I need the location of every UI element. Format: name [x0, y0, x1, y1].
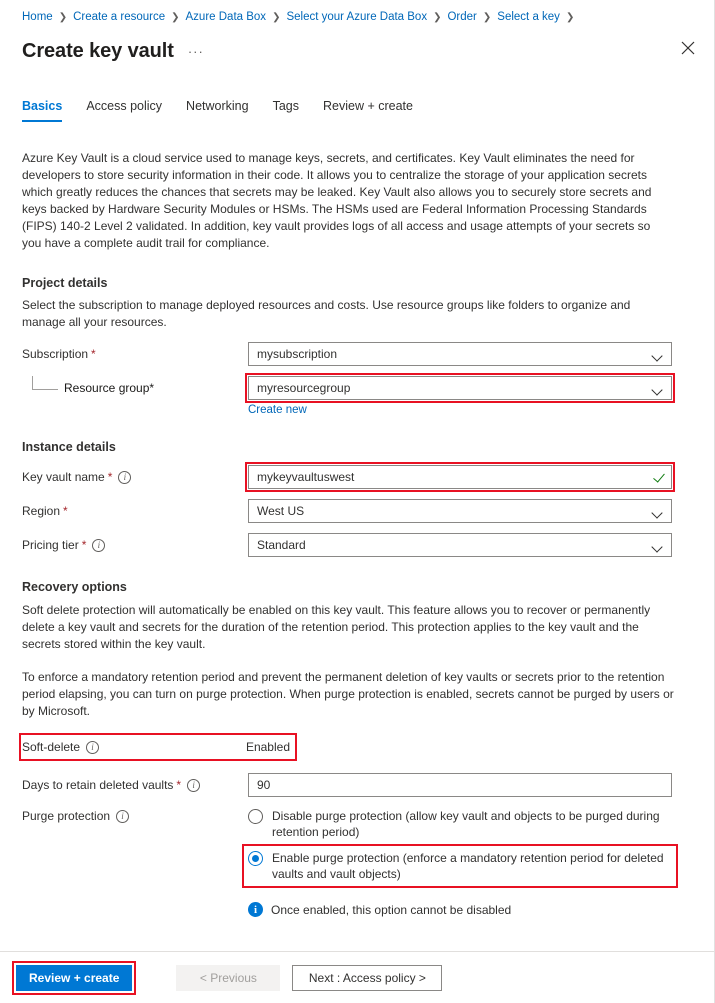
section-project-details-description: Select the subscription to manage deployed resources and costs. Use resource groups like folders to organize and manage all your resources.	[22, 298, 631, 329]
close-icon[interactable]	[674, 34, 702, 62]
key-vault-name-label	[22, 470, 248, 484]
purge-protection-note	[248, 902, 692, 917]
purge-protection-note-text: Once enabled, this option cannot be disabled	[271, 902, 512, 917]
subscription-label	[22, 347, 248, 361]
region-label-text: Region	[22, 504, 61, 518]
radio-disable-purge-protection[interactable]	[248, 808, 672, 840]
tab-review-create[interactable]: Review + create	[322, 99, 413, 113]
section-instance-details-heading: Instance details	[22, 440, 116, 454]
review-create-highlight	[16, 965, 132, 991]
region-value: West US	[257, 504, 305, 518]
region-label	[22, 504, 248, 518]
subscription-label-text: Subscription	[22, 347, 89, 361]
resource-group-required-marker: *	[149, 381, 155, 395]
breadcrumb-separator-icon: ❯	[482, 11, 492, 23]
days-to-retain-value: 90	[257, 778, 271, 792]
breadcrumb-item-select-your-azure-data-box[interactable]: Select your Azure Data Box	[286, 11, 428, 23]
radio-button-selected-icon[interactable]	[248, 851, 263, 866]
purge-protection-options	[248, 808, 672, 882]
key-vault-name-required-marker: *	[107, 470, 113, 484]
region-row	[22, 500, 692, 522]
review-create-button[interactable]: Review + create	[16, 965, 132, 991]
blade-content	[0, 150, 714, 917]
previous-button[interactable]: < Previous	[176, 965, 280, 991]
breadcrumb-item-home[interactable]: Home	[22, 11, 53, 23]
purge-protection-label-text: Purge protection	[22, 809, 111, 823]
resource-group-row	[22, 377, 692, 399]
info-icon[interactable]: i	[86, 741, 99, 754]
days-to-retain-row	[22, 774, 692, 796]
subscription-value: mysubscription	[257, 347, 338, 361]
subscription-dropdown[interactable]	[248, 342, 672, 366]
resource-group-label-text: Resource group	[64, 381, 150, 395]
tab-networking[interactable]: Networking	[186, 99, 249, 113]
section-project-details-heading: Project details	[22, 276, 108, 290]
radio-enable-purge-protection[interactable]	[248, 850, 672, 882]
more-options-icon[interactable]: ···	[187, 43, 204, 59]
pricing-tier-value: Standard	[257, 538, 306, 552]
key-vault-name-label-text: Key vault name	[22, 470, 105, 484]
breadcrumb-separator-icon: ❯	[171, 11, 180, 23]
blade-footer	[0, 951, 714, 1003]
days-to-retain-input[interactable]	[248, 773, 672, 797]
breadcrumb-item-order[interactable]: Order	[447, 11, 477, 23]
radio-enable-purge-protection-label: Enable purge protection (enforce a mandatory retention period for deleted vaults and vault objects)	[272, 851, 664, 881]
key-vault-name-input[interactable]	[248, 465, 672, 489]
breadcrumb-separator-icon: ❯	[58, 11, 68, 23]
info-filled-icon: i	[248, 902, 263, 917]
info-icon[interactable]: i	[116, 810, 129, 823]
title-row	[0, 30, 714, 70]
radio-disable-purge-protection-label: Disable purge protection (allow key vault and objects to be purged during retention period)	[272, 809, 660, 839]
region-required-marker: *	[63, 504, 68, 518]
recovery-options-paragraph-1: Soft delete protection will automatically be enabled on this key vault. This feature allows you to recover or permanently delete a key vault and secrets for the duration of the retention period. This protection applies to the key vault and the secrets stored within the key vault.	[22, 603, 651, 651]
key-vault-name-row	[22, 466, 692, 488]
tab-bar	[0, 92, 714, 122]
breadcrumb-separator-icon: ❯	[433, 11, 442, 23]
pricing-tier-dropdown[interactable]	[248, 533, 672, 557]
pricing-tier-required-marker: *	[81, 538, 87, 552]
breadcrumb-separator-icon: ❯	[565, 11, 575, 23]
tab-tags[interactable]: Tags	[272, 99, 299, 113]
radio-button-icon[interactable]	[248, 809, 263, 824]
info-icon[interactable]: i	[118, 471, 131, 484]
breadcrumb-item-select-a-key[interactable]: Select a key	[497, 11, 560, 23]
create-new-resource-group-link[interactable]: Create new	[248, 404, 307, 416]
intro-paragraph: Azure Key Vault is a cloud service used to manage keys, secrets, and certificates. Key Vault eliminates the need for developers to store security information in their code. It allows you to centralize the storage of your application secrets which greatly reduces the chances that secrets may be leaked. Key Vault also allows you to securely store secrets and keys backed by Hardware Security Modules or HSMs. The HSMs used are Federal Information Processing Standards (FIPS) 140-2 Level 2 validated. In addition, key vault provides logs of all access and usage attempts of your secrets so you have a complete audit trail for compliance.	[22, 151, 652, 250]
pricing-tier-label	[22, 538, 248, 552]
tree-elbow-icon	[32, 376, 58, 390]
subscription-row	[22, 343, 692, 365]
breadcrumb-item-azure-data-box[interactable]: Azure Data Box	[185, 11, 267, 23]
soft-delete-value: Enabled	[245, 740, 290, 754]
page-title: Create key vault	[22, 39, 174, 62]
resource-group-dropdown[interactable]	[248, 376, 672, 400]
purge-protection-label	[22, 808, 248, 823]
tab-basics[interactable]: Basics	[22, 99, 62, 122]
next-access-policy-button[interactable]: Next : Access policy >	[292, 965, 442, 991]
subscription-required-marker: *	[91, 347, 96, 361]
pricing-tier-row	[22, 534, 692, 556]
recovery-options-paragraph-2: To enforce a mandatory retention period and prevent the permanent deletion of key vaults or secrets prior to the retention period elapsing, you can turn on purge protection. When purge protection is enabled, secrets cannot be purged by users or by Microsoft.	[22, 670, 674, 718]
days-to-retain-label	[22, 778, 248, 792]
purge-protection-row	[22, 808, 692, 882]
breadcrumb-item-create-a-resource[interactable]: Create a resource	[73, 11, 166, 23]
breadcrumb-separator-icon: ❯	[272, 11, 281, 23]
region-dropdown[interactable]	[248, 499, 672, 523]
section-recovery-options-heading: Recovery options	[22, 580, 127, 594]
soft-delete-label	[22, 740, 99, 754]
soft-delete-row	[22, 736, 294, 758]
info-icon[interactable]: i	[92, 539, 105, 552]
resource-group-value: myresourcegroup	[257, 381, 351, 395]
resource-group-label	[22, 381, 248, 395]
breadcrumb	[0, 0, 714, 30]
pricing-tier-label-text: Pricing tier	[22, 538, 79, 552]
key-vault-name-value: mykeyvaultuswest	[257, 470, 355, 484]
days-to-retain-required-marker: *	[176, 778, 182, 792]
tab-access-policy[interactable]: Access policy	[86, 99, 163, 113]
info-icon[interactable]: i	[187, 779, 200, 792]
soft-delete-label-text: Soft-delete	[22, 740, 81, 754]
days-to-retain-label-text: Days to retain deleted vaults	[22, 778, 174, 792]
